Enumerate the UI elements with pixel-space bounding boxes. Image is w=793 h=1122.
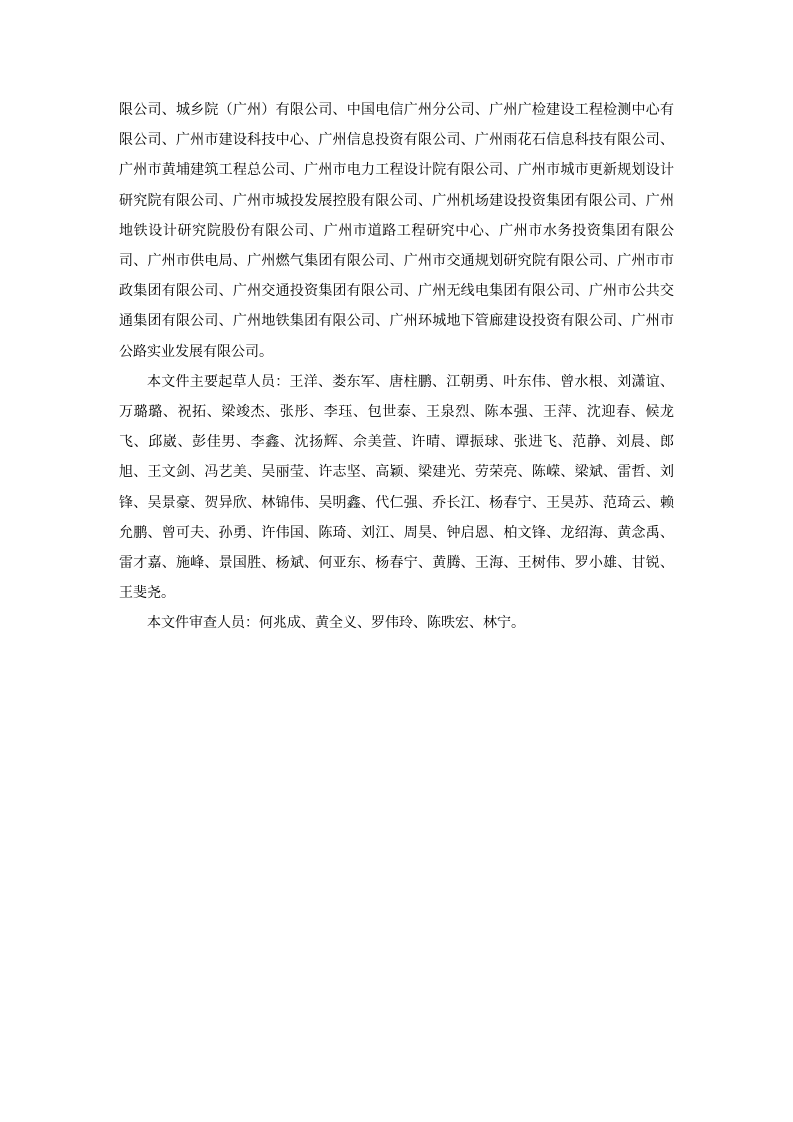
- reviewers-paragraph: 本文件审查人员：何兆成、黄全义、罗伟玲、陈昳宏、林宁。: [147, 615, 525, 632]
- document-body: [119, 95, 674, 639]
- participating-units-paragraph: 限公司、城乡院（广州）有限公司、中国电信广州分公司、广州广检建设工程检测中心有限公司、广州市建设科技中心、广州信息投资有限公司、广州雨花石信息科技有限公司、广州市黄埔建筑工程总公司、广州市电力工程设计院有限公司、广州市城市更新规划设计研究院有限公司、广州市城投发展控股有限公司、广州机场建设投资集团有限公司、广州地铁设计研究院股份有限公司、广州市道路工程研究中心、广州市水务投资集团有限公司、广州市供电局、广州燃气集团有限公司、广州市交通规划研究院有限公司、广州市市政集团有限公司、广州交通投资集团有限公司、广州无线电集团有限公司、广州市公共交通集团有限公司、广州地铁集团有限公司、广州环城地下管廊建设投资有限公司、广州市公路实业发展有限公司。: [119, 102, 674, 360]
- main-drafters-paragraph: 本文件主要起草人员：王洋、娄东军、唐柱鹏、江朝勇、叶东伟、曾水根、刘潇谊、万璐璐、祝拓、梁竣杰、张彤、李珏、包世泰、王泉烈、陈本强、王萍、沈迎春、候龙飞、邱崴、彭佳男、李鑫、沈扬辉、佘美萱、许晴、谭振球、张进飞、范静、刘晨、郎旭、王文剑、冯艺美、吴丽莹、许志坚、高颖、梁建光、劳荣亮、陈嵘、梁斌、雷哲、刘锋、吴景豪、贺异欣、林锦伟、吴明鑫、代仁强、乔长江、杨春宁、王昊苏、范琦云、赖允鹏、曾可夫、孙勇、许伟国、陈琦、刘江、周昊、钟启恩、柏文锋、龙绍海、黄念禹、雷才嘉、施峰、景国胜、杨斌、何亚东、杨春宁、黄腾、王海、王树伟、罗小雄、甘锐、王斐尧。: [119, 373, 674, 602]
